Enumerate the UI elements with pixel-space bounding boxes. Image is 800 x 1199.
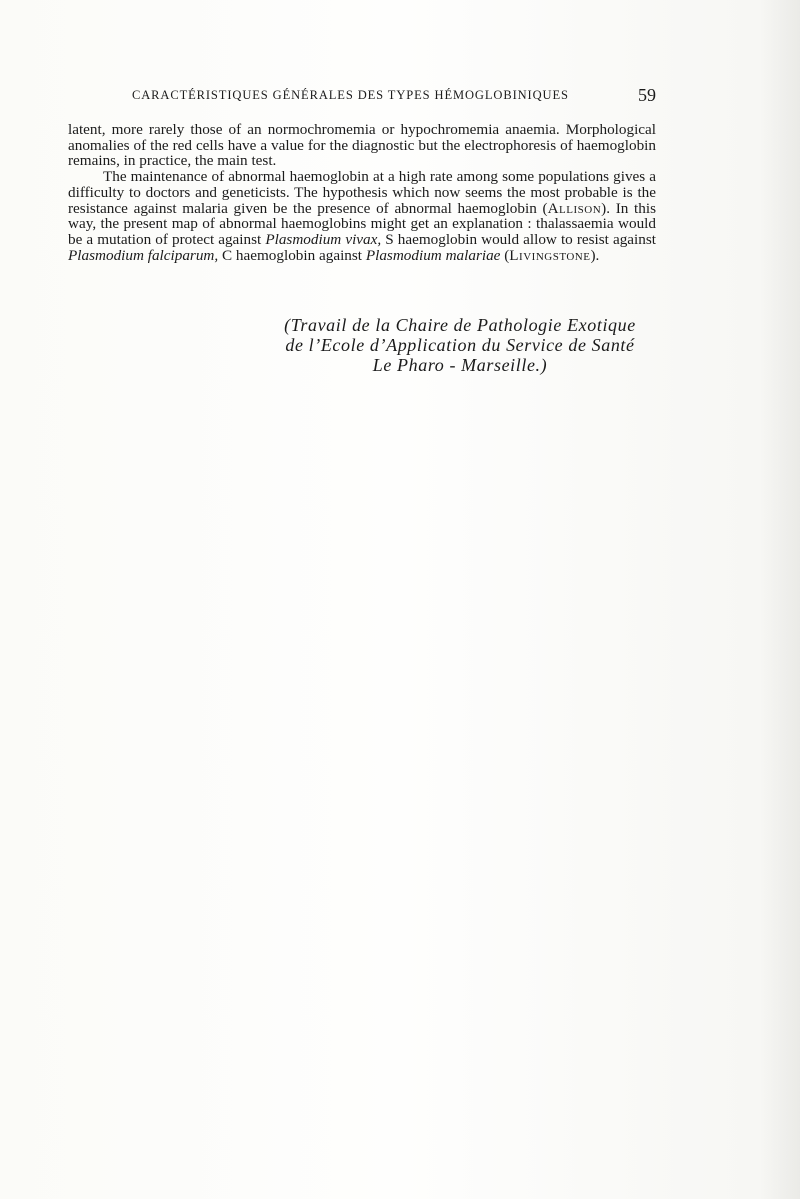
paragraph-2-text-b: ). In this way, the present map of abnormal haemoglobins might get an explanation : thalassaemia would be a mutation of protect against (68, 199, 656, 248)
affiliation-line-2: de l’Ecole d’Application du Service de Santé (285, 335, 635, 355)
paragraph-2 (68, 169, 656, 263)
body-text (68, 122, 656, 263)
species-plasmodium-malariae: Plasmodium malariae (365, 246, 501, 264)
paragraph-2-text-c: S haemoglobin would allow to resist against (381, 230, 656, 248)
species-plasmodium-vivax: Plasmodium vivax, (265, 230, 382, 248)
affiliation-line-3: Le Pharo - Marseille.) (372, 355, 548, 375)
species-plasmodium-falciparum: Plasmodium falciparum, (68, 246, 219, 264)
paragraph-2-text-f: ). (590, 246, 600, 264)
page-number: 59 (638, 85, 656, 105)
affiliation-note (270, 315, 650, 375)
citation-livingstone: Livingstone (509, 246, 591, 264)
running-header-title: CARACTÉRISTIQUES GÉNÉRALES DES TYPES HÉMOGLOBINIQUES (132, 88, 569, 102)
affiliation-line-1: (Travail de la Chaire de Pathologie Exotique (284, 315, 636, 335)
paragraph-1: latent, more rarely those of an normochromemia or hypochromemia anaemia. Morphological anomalies of the red cells have a value for the diagnostic but the electrophoresis of haemoglobin remains, in practice, the main test. (68, 121, 656, 170)
page-edge-shadow (760, 0, 800, 1199)
paragraph-2-text-e: ( (500, 246, 510, 264)
citation-allison: Allison (547, 199, 602, 217)
paragraph-2-text-a: The maintenance of abnormal haemoglobin at a high rate among some populations gives a difficulty to doctors and geneticists. The hypothesis which now seems the most probable is the resistance against malaria given be the presence of abnormal haemoglobin ( (68, 168, 656, 217)
paragraph-2-text-d: C haemoglobin against (218, 246, 366, 264)
